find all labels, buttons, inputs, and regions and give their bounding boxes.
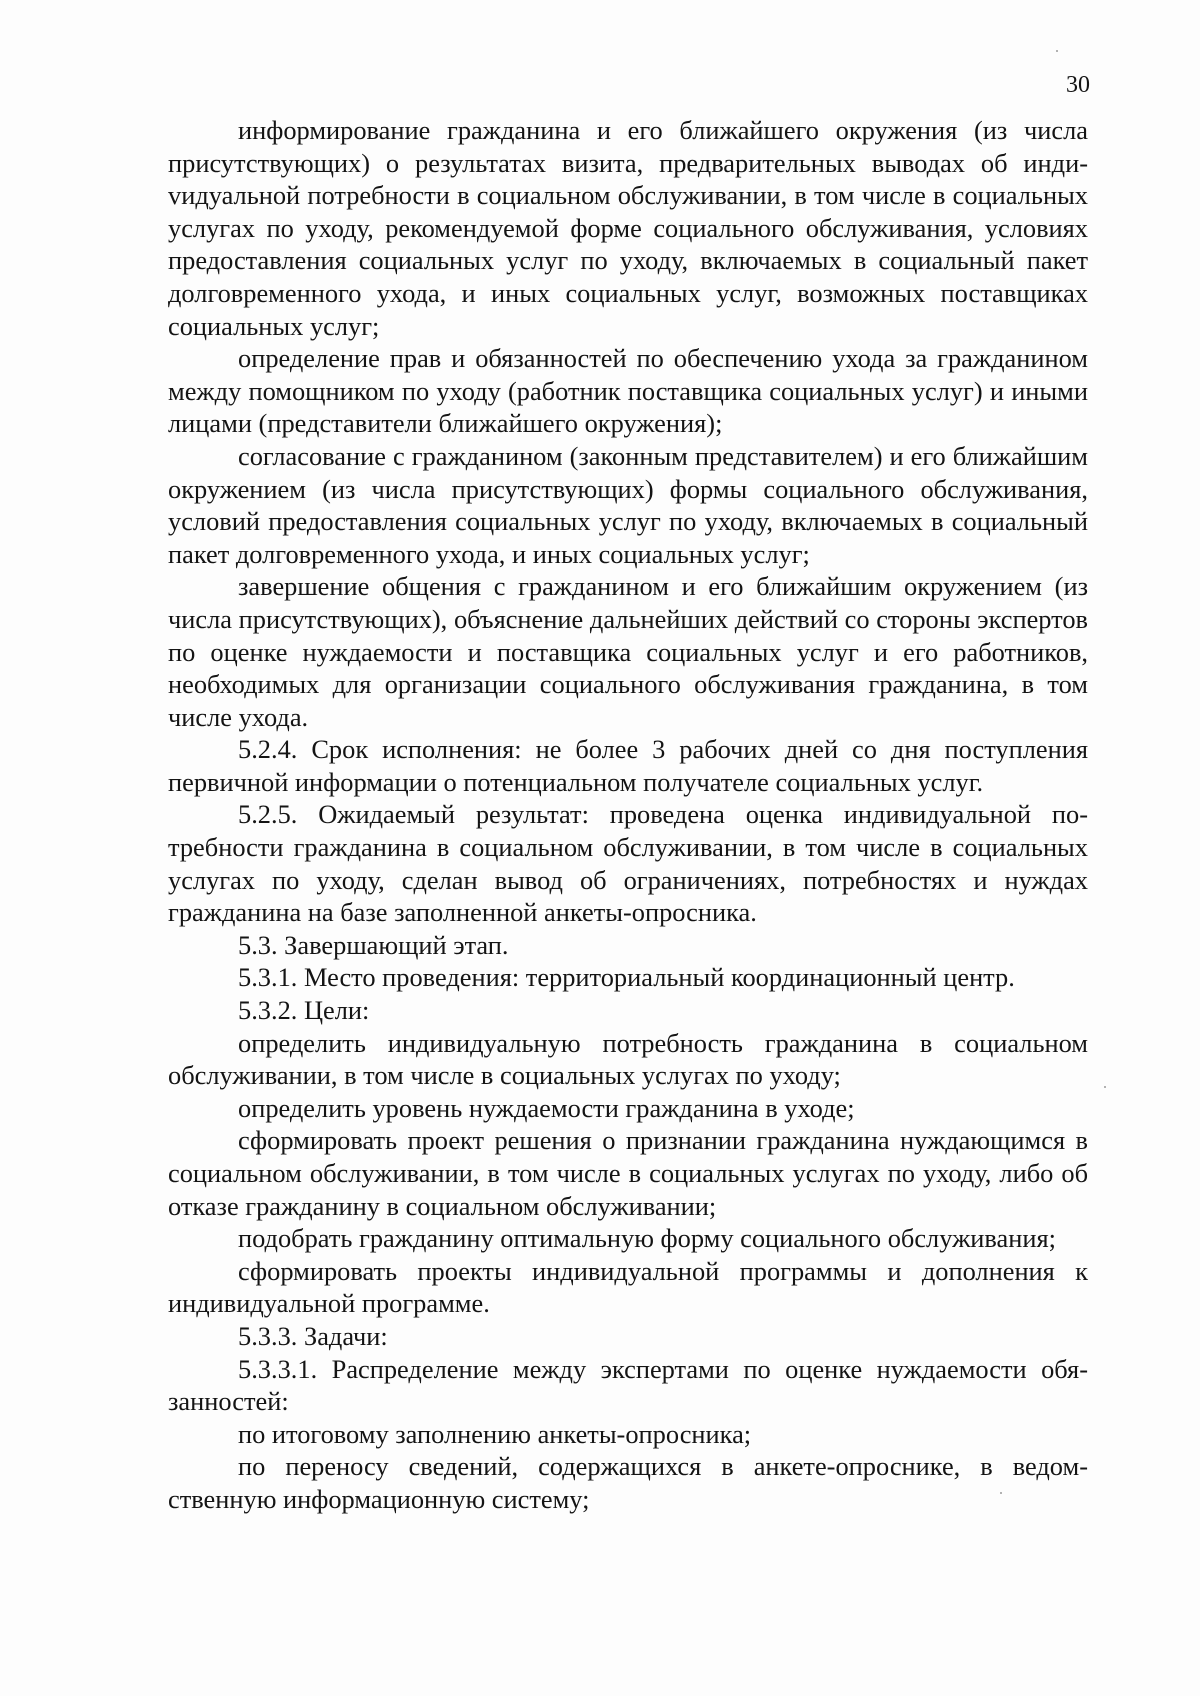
document-body (168, 114, 1088, 1516)
list-item: определить уровень нуждаемости гражданина в уходе; (238, 1092, 855, 1123)
list-item: по итоговому заполнению анкеты-опросника; (238, 1418, 752, 1449)
list-item: сформировать проекты индивидуальной программы и дополнения к индивидуальной программе. (168, 1255, 1088, 1319)
page-number: 30 (1066, 72, 1090, 98)
scan-speck (1056, 50, 1058, 52)
list-item: подобрать гражданину оптимальную форму социального обслуживания; (238, 1223, 1056, 1254)
paragraph: определение прав и обязанностей по обеспечению ухода за гражданином между помощником по уходу (работник поставщика социальных услуг) и иными лицами (представители ближайшего окружения); (168, 343, 1088, 439)
paragraph: 5.3.1. Место проведения: территориальный координационный центр. (238, 962, 1015, 993)
paragraph: 5.2.4. Срок исполнения: не более 3 рабочих дней со дня поступления первичной информации о потенциальном получателе социальных услуг. (168, 734, 1088, 797)
paragraph: информирование гражданина и его ближайшего окружения (из числа присутствующих) о результатах визита, предварительных выводах об индиvидуальной потребности в социальном обслуживании, в том числе в социальных услугах по уходу, рекомендуемой форме социального обслуживания, условиях предоставления социальных услуг по уходу, включаемых в социальный пакет долговременного ухода, и иных социальных услуг, возможных поставщиках социальных услуг; (168, 115, 1088, 341)
paragraph: 5.2.5. Ожидаемый результат: проведена оценка индивидуальной потребности гражданина в социальном обслуживании, в том числе в социальных услугах по уходу, сделан вывод об ограничениях, потребностях и нуждах гражданина на базе заполненной анкеты-опросника. (168, 799, 1088, 928)
scan-speck (1000, 1492, 1002, 1494)
list-item: сформировать проект решения о признании гражданина нуждающимся в социальном обслуживании, в том числе в социальных услугах по уходу, либо об отказе гражданину в социальном обслуживании; (168, 1125, 1088, 1221)
section-heading: 5.3. Завершающий этап. (238, 929, 509, 960)
scan-speck (1104, 1086, 1106, 1088)
paragraph: согласование с гражданином (законным представителем) и его ближайшим окружением (из числа присутствующих) формы социального обслуживания, условий предоставления социальных услуг по уходу, включаемых в социальный пакет долговременного ухода, и иных социальных услуг; (168, 440, 1088, 569)
subsection-heading: 5.3.2. Цели: (238, 995, 370, 1026)
list-item: по переносу сведений, содержащихся в анкете-опроснике, в ведомственную информационную систему; (168, 1451, 1088, 1514)
paragraph: 5.3.3.1. Распределение между экспертами по оценке нуждаемости обязанностей: (168, 1353, 1088, 1417)
paragraph: завершение общения с гражданином и его ближайшим окружением (из числа присутствующих), объяснение дальнейших действий со стороны экспертов по оценке нуждаемости и поставщика социальных услуг и его работников, необходимых для организации социального обслуживания гражданина, в том числе ухода. (168, 571, 1088, 732)
list-item: определить индивидуальную потребность гражданина в социальном обслуживании, в том числе в социальных услугах по уходу; (168, 1027, 1088, 1091)
subsection-heading: 5.3.3. Задачи: (238, 1320, 388, 1351)
